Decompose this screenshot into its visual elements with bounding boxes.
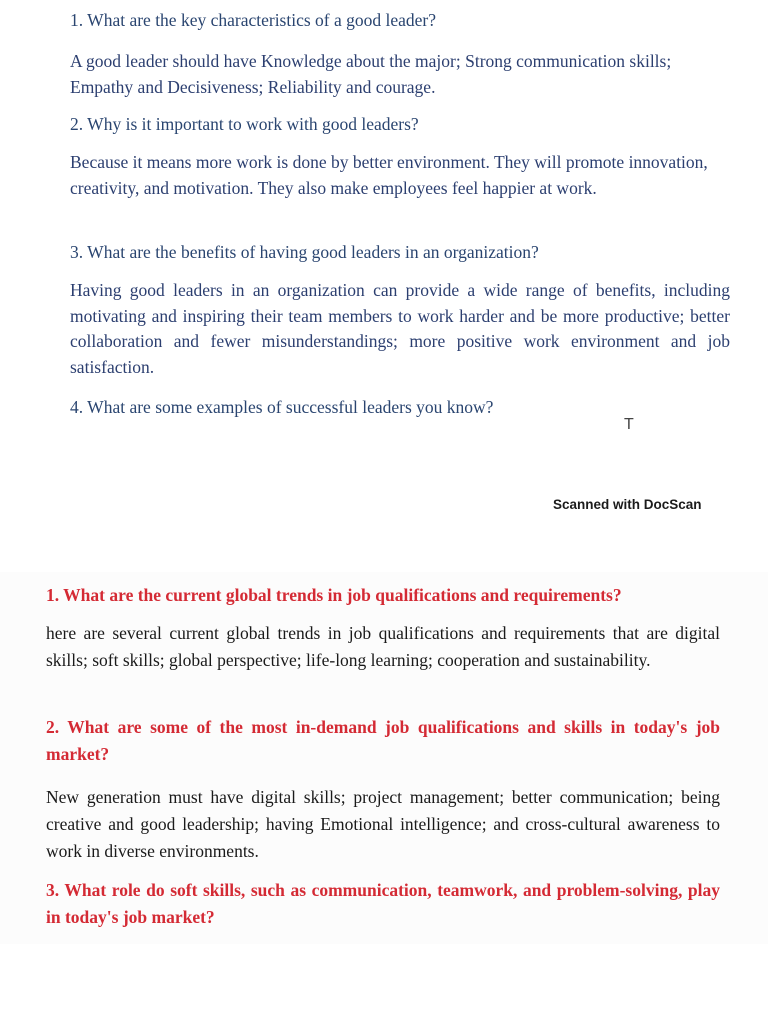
question-1: 1. What are the current global trends in job qualifications and requirements?: [46, 585, 622, 605]
question-2: 2. What are some of the most in-demand job qualifications and skills in today's job market?: [46, 717, 720, 764]
text-cursor-icon: T: [624, 416, 634, 433]
answer-1: here are several current global trends in job qualifications and requirements that are digital skills; soft skills; global perspective; life-long learning; cooperation and sustainability.: [46, 623, 720, 670]
question-3: 3. What are the benefits of having good leaders in an organization?: [70, 242, 539, 262]
answer-2: New generation must have digital skills; project management; better communication; being creative and good leadership; having Emotional intelligence; and cross-cultural awareness to work in diverse environments.: [46, 787, 720, 861]
question-2: 2. Why is it important to work with good leaders?: [70, 114, 419, 134]
question-3: 3. What role do soft skills, such as communication, teamwork, and problem-solving, play in today's job market?: [46, 880, 720, 927]
answer-1: A good leader should have Knowledge about the major; Strong communication skills; Empathy and Decisiveness; Reliability and courage.: [70, 51, 672, 97]
scan-watermark: Scanned with DocScan: [553, 497, 702, 512]
answer-3: Having good leaders in an organization can provide a wide range of benefits, including motivating and inspiring their team members to work harder and be more productive; better collaboration and fewer misunderstandings; more positive work environment and job satisfaction.: [70, 280, 730, 377]
answer-2: Because it means more work is done by better environment. They will promote innovation, creativity, and motivation. They also make employees feel happier at work.: [70, 152, 708, 198]
question-4: 4. What are some examples of successful leaders you know?: [70, 397, 494, 417]
question-1: 1. What are the key characteristics of a good leader?: [70, 10, 437, 30]
scanned-page-bottom: [0, 572, 768, 944]
